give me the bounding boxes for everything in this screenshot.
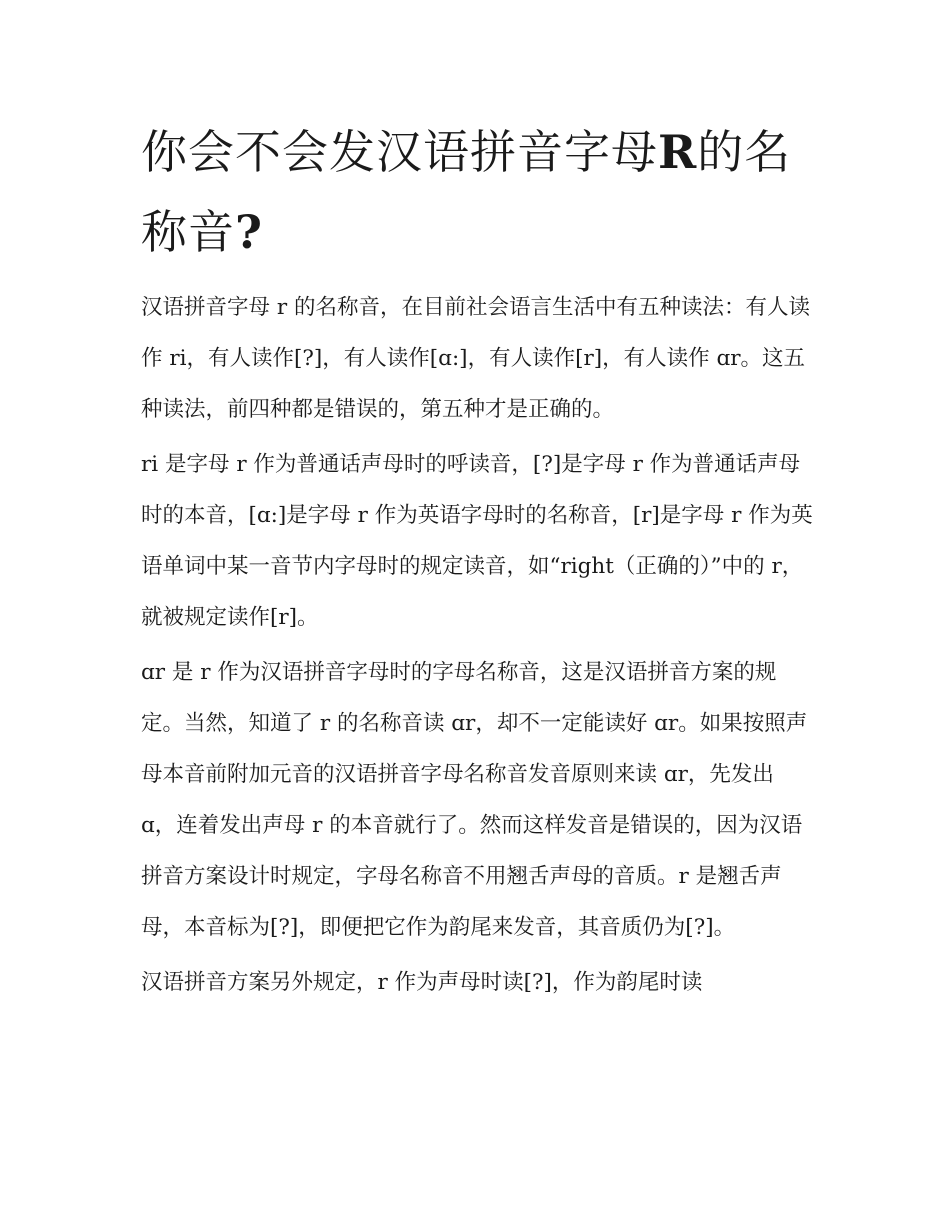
paragraph-1: 汉语拼音字母 r 的名称音，在目前社会语言生活中有五种读法：有人读作 ri，有人读作[?]，有人读作[ɑ:]，有人读作[r]，有人读作 ɑr。这五种读法，前四种都是错误的，第五种才是正确的。 [141, 295, 810, 422]
title-lead: 你会不会发汉语拼音字母 [141, 125, 658, 179]
document-page [141, 112, 813, 1012]
title-letter: R [658, 125, 698, 179]
title-mid: 的名称音 [141, 125, 792, 259]
paragraph-4: 汉语拼音方案另外规定，r 作为声母时读[?]，作为韵尾时读 [141, 970, 703, 995]
paragraph-3: ɑr 是 r 作为汉语拼音字母时的字母名称音，这是汉语拼音方案的规定。当然，知道了 r 的名称音读 ɑr，却不一定能读好 ɑr。如果按照声母本音前附加元音的汉语拼音字母名称音发音原则来读 ɑr，先发出 ɑ，连着发出声母 r 的本音就行了。然而这样发音是错误的，因为汉语拼音方案设计时规定，字母名称音不用翘舌声母的音质。r 是翘舌声母，本音标为[?]，即便把它作为韵尾来发音，其音质仍为[?]。 [141, 660, 808, 940]
title-question-mark: ? [235, 205, 263, 259]
document-title [141, 112, 813, 272]
paragraph-2: ri 是字母 r 作为普通话声母时的呼读音，[?]是字母 r 作为普通话声母时的本音，[ɑ:]是字母 r 作为英语字母时的名称音，[r]是字母 r 作为英语单词中某一音节内字母时的规定读音，如“right（正确的）”中的 r，就被规定读作[r]。 [141, 452, 813, 630]
